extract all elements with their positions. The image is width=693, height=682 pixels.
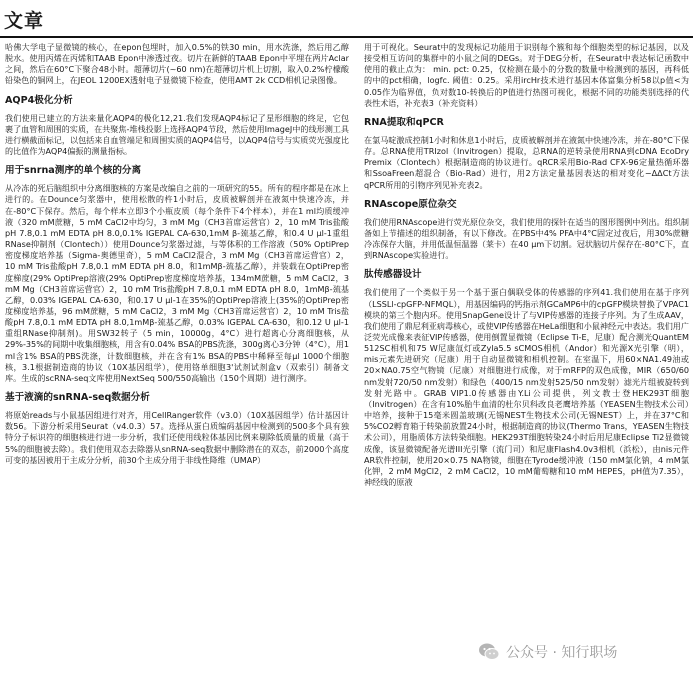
header-rule (0, 36, 693, 38)
paragraph-em-prep: 哈佛大学电子显微镜的核心，在epon包埋时，加入0.5%的铁30 min，用水洗涤，然后用乙醇脱水。使用丙烯在丙烯和TAAB Epon中渗透过夜。切片在新鲜的TAAB Epon中平埋在两片Aclar之间，然后在60°C下聚合48小时。超薄切片(~60 nm)在超薄切片机上切割，取入0.2%柠檬酸铅染色的铜网上，在JEOL 1200EX透射电子显微镜下检查，使用AMT 2k CCD相机记录图像。 (5, 42, 349, 86)
page-header (0, 0, 693, 38)
watermark-text: 公众号 · 知行职场 (506, 645, 618, 661)
heading-aqp4-polarization: AQP4极化分析 (5, 94, 73, 106)
heading-nuclei-isolation: 用于snrna测序的单个核的分离 (5, 165, 142, 177)
paragraph-rnascope: 我们使用RNAscope进行荧光原位杂交，我们使用的探针在适当的图形图例中列出。组织制备如上节描述的组织制备，有以下修改。在PBS中4% PFA中4°C固定过夜后，用30%蔗糖冷冻保存大脑，并用低温恒温器（莱卡）在40 μm下切割。冠状脑切片保存在-80°C下，直到RNAscope实验进行。 (364, 216, 689, 261)
heading-rna-qpcr: RNA提取和qPCR (364, 116, 444, 128)
heading-snrna-analysis: 基于液滴的snRNA-seq数据分析 (5, 392, 150, 404)
heading-sensor-design: 肽传感器设计 (364, 269, 422, 281)
right-column (364, 42, 689, 493)
watermark (478, 641, 617, 663)
paragraph-snrna-analysis: 将原始reads与小鼠基因组进行对齐，用CellRanger软件（v3.0）（10X基因组学）估计基因计数56。下游分析采用Seurat（v4.0.3）57。选择从蛋白质编码基因中检测到的500多个具有独特分子标识符的细胞核进行进一步分析，我们还使用线粒体基因比例来剔除低质量的质量（高于5%的细胞被去除）。我们使用双态去除器从snRNA-seq数据中删除潜在的双态，前2000个高度可变的基因被用于主成分分析，前30个主成分用于非线性降维（UMAP） (5, 410, 349, 465)
left-column (5, 42, 349, 471)
heading-rnascope: RNAscope原位杂交 (364, 198, 457, 210)
paragraph-sensor-design: 我们使用了一个类似于另一个基于蛋白偶联受体的传感器的序列41.我们使用在基于序列（LSSLl-cpGFP-NFMQL），用基因编码的钙指示剂GCaMP6中的cpGFP模块替换了VPAC1模块的第三个胞内环。使用SnapGene设计了与VIP传感器的连接子序列。为了生成AAV，我们使用了鼎尼利亚病毒核心，或使VIP传感器在HeLa细胞和小鼠神经元中表达。我们用广泛荧光成像来表征VIP传感器，使用倒置显微镜（Eclipse Ti-E，尼康）配合测光QuantEM 512SC相机和75 W尼康氙灯或Zyla5.5 sCMOS相机（Andor）和光源X光引擎（明），mis元素先进研究（尼康）用于自动显微镜和相机控制。在室温下，用60×NA1.49油或20×NA0.75空气物镜（尼康）对细胞进行成像，对于mRFP的双色成像，MIR（650/60 nm发射720/50 nm发射）和绿色（400/15 nm发射525/50 nm发射）滤光片组被旋转到发射光路中。GRAB VIP1.0传感器由Y.Li公司提供，列文教士登HEK293T细胞（Invitrogen）在含有10%胎牛血清的杜尔贝科改良老鹰培养基（YEASEN生物技术公司）中培养，接种于15毫米圆盖玻璃(无锡NEST生物技术公司(无锡NEST）上，并在37°C和5%CO2孵育箱于转染前放置24小时，根据制造商的协议(Thermo Trans，YEASEN生物技术公司），用脂质体方法转染细胞。HEK293T细胞转染24小时后用尼康Eclipse Ti2显微镜成像，该显微镜配备光谱III光引擎（流门司）和尼康Flash4.0v3相机（浜松），由nis元件AR软件控制，使用20×0.75 NA物镜，细胞在Tyrode缓冲液（150 mM氯化钠，4 mM氯化钾，2 mM MgCl2，2 mM CaCl2，10 mM葡萄糖和10 mM HEPES，pH值为7.35），神经线的原液 (364, 287, 689, 487)
paragraph-aqp4-polarization: 我们使用已建立的方法来量化AQP4的极化12,21.我们发现AQP4标记了星形细胞的终足，它包裹了血管和周围的实质，在共聚焦-堆栈投影上选择AQP4节段，然后使用ImageJ中的线形测工具进行横截面标记，以包括来自血管端足和周围实质的AQP4信号，以AQP4信号与实质荧光强度比的比值作为AQP4偏振的测量指标。 (5, 112, 349, 157)
section-title: 文章 (4, 10, 45, 32)
paragraph-nuclei-isolation: 从冷冻的死后脑组织中分离细胞核的方案是改编自之前的一项研究的55。所有的程序都是在冰上进行的。在Dounce匀浆器中，使用松散的杵1小时后，皮质被解剖并在液氮中快速冷冻，并在-80°C下保存。然后，每个样本立即3个小瓶皮质（每个条件下4个样本），并在1 ml均质缓冲液（320 mM蔗糖，5 mM CaCl2中均匀，3 mM Mg（CH3首席运营官）2，10 mM Tris盐酸pH 7.8,0.1 mM EDTA pH 8.0,0.1% IGEPAL CA-630,1mM β-巯基乙醇，和0.4 U μl-1重组RNase抑制剂（Clontech））使用Dounce匀浆器过滤，与等体积的工作溶液（50% OptiPrep密度梯度培养基（Sigma-奥德里奇），5 mM CaCl2混合，3 mM Mg（CH3首席运营官）2，10 mM Tris盐酸pH 7.8,0.1 mM EDTA pH 8.0，和1mMβ-巯基乙醇），并装载在OptiPrep密度梯度(29% OptiPrep溶液(29% OptiPrep密度梯度培养基，134mM蔗糖，5 mM CaCl2，3 mM Mg（CH3首席运营官）2，10 mM Tris盐酸pH 7.8,0.1 mM EDTA pH 8.0，1mMβ-巯基乙醇，0.03% IGEPAL CA-630，和0.17 U μl-1在35%的OptiPrep溶液上(35%的OptiPrep密度梯度培养基，96 mM蔗糖，5 mM CaCl2，3 mM Mg（CH3首席运营官）2，10 mM Tris盐酸pH 7.8,0.1 mM EDTA pH 8.0,1mMβ-巯基乙醇，0.03% IGEPAL CA-630，和0.12 U μl-1重组RNase抑制剂)。用SW32转子（5 min，10000g，4°C）进行超离心分离细胞核，从29%-35%的间期中收集细胞核，用含有0.04% BSA的PBS洗涤，300g离心3分钟（4°C），用1 ml含1% BSA的PBS洗涤，计数细胞核，并在含有1% BSA的PBS中稀释至每μl 1000个细胞核，3.1根据制造商的协议（10X基因组学），使用铬单细胞3'试剂试剂盒v（双索引）制备文库。生成的scRNA-seq文库使用NextSeq 500/550高输出（150个周期）进行测序。 (5, 183, 349, 383)
wechat-icon (478, 641, 500, 663)
paragraph-deg-analysis: 用于可视化。Seurat中的发现标记功能用于识别每个簇和每个细胞类型的标记基因，以及接受相互访问的集群中的小鼠之间的DEGs。对于DEG分析，在Seurat中表达标记函数中使用的截止点为： min. pct: 0.25，仅检测在最小的分数的数量中检测到的基因，再科低的中的pct相确，logfc. 阈值：0.25。采用ircHr技术进行基因本体富集分析58以p值<为0.05作为临界值，负对数10-转换后的P值进行热图可视化，根据不同的功能类别选择的代表性术语，补充表3（补充资料） (364, 42, 689, 108)
paragraph-rna-qpcr: 在氯马啶激成控制1小时和休息1小时后，皮质被解剖并在液氮中快速冷冻，并在-80°C下保存。总RNA使用TRIzol（Invitrogen）提取，总RNA的逆转录使用RNA到cDNA EcoDry Premix（Clontech）根据制造商的协议进行。qRCR采用Bio-Rad CFX-96定量热循环器和SsoaFreen超混合（Bio-Rad）进行，用2方法定量基因表达的相对变化−ΔΔCt方法qPCR所用的引物序列见补充表2。 (364, 134, 689, 190)
